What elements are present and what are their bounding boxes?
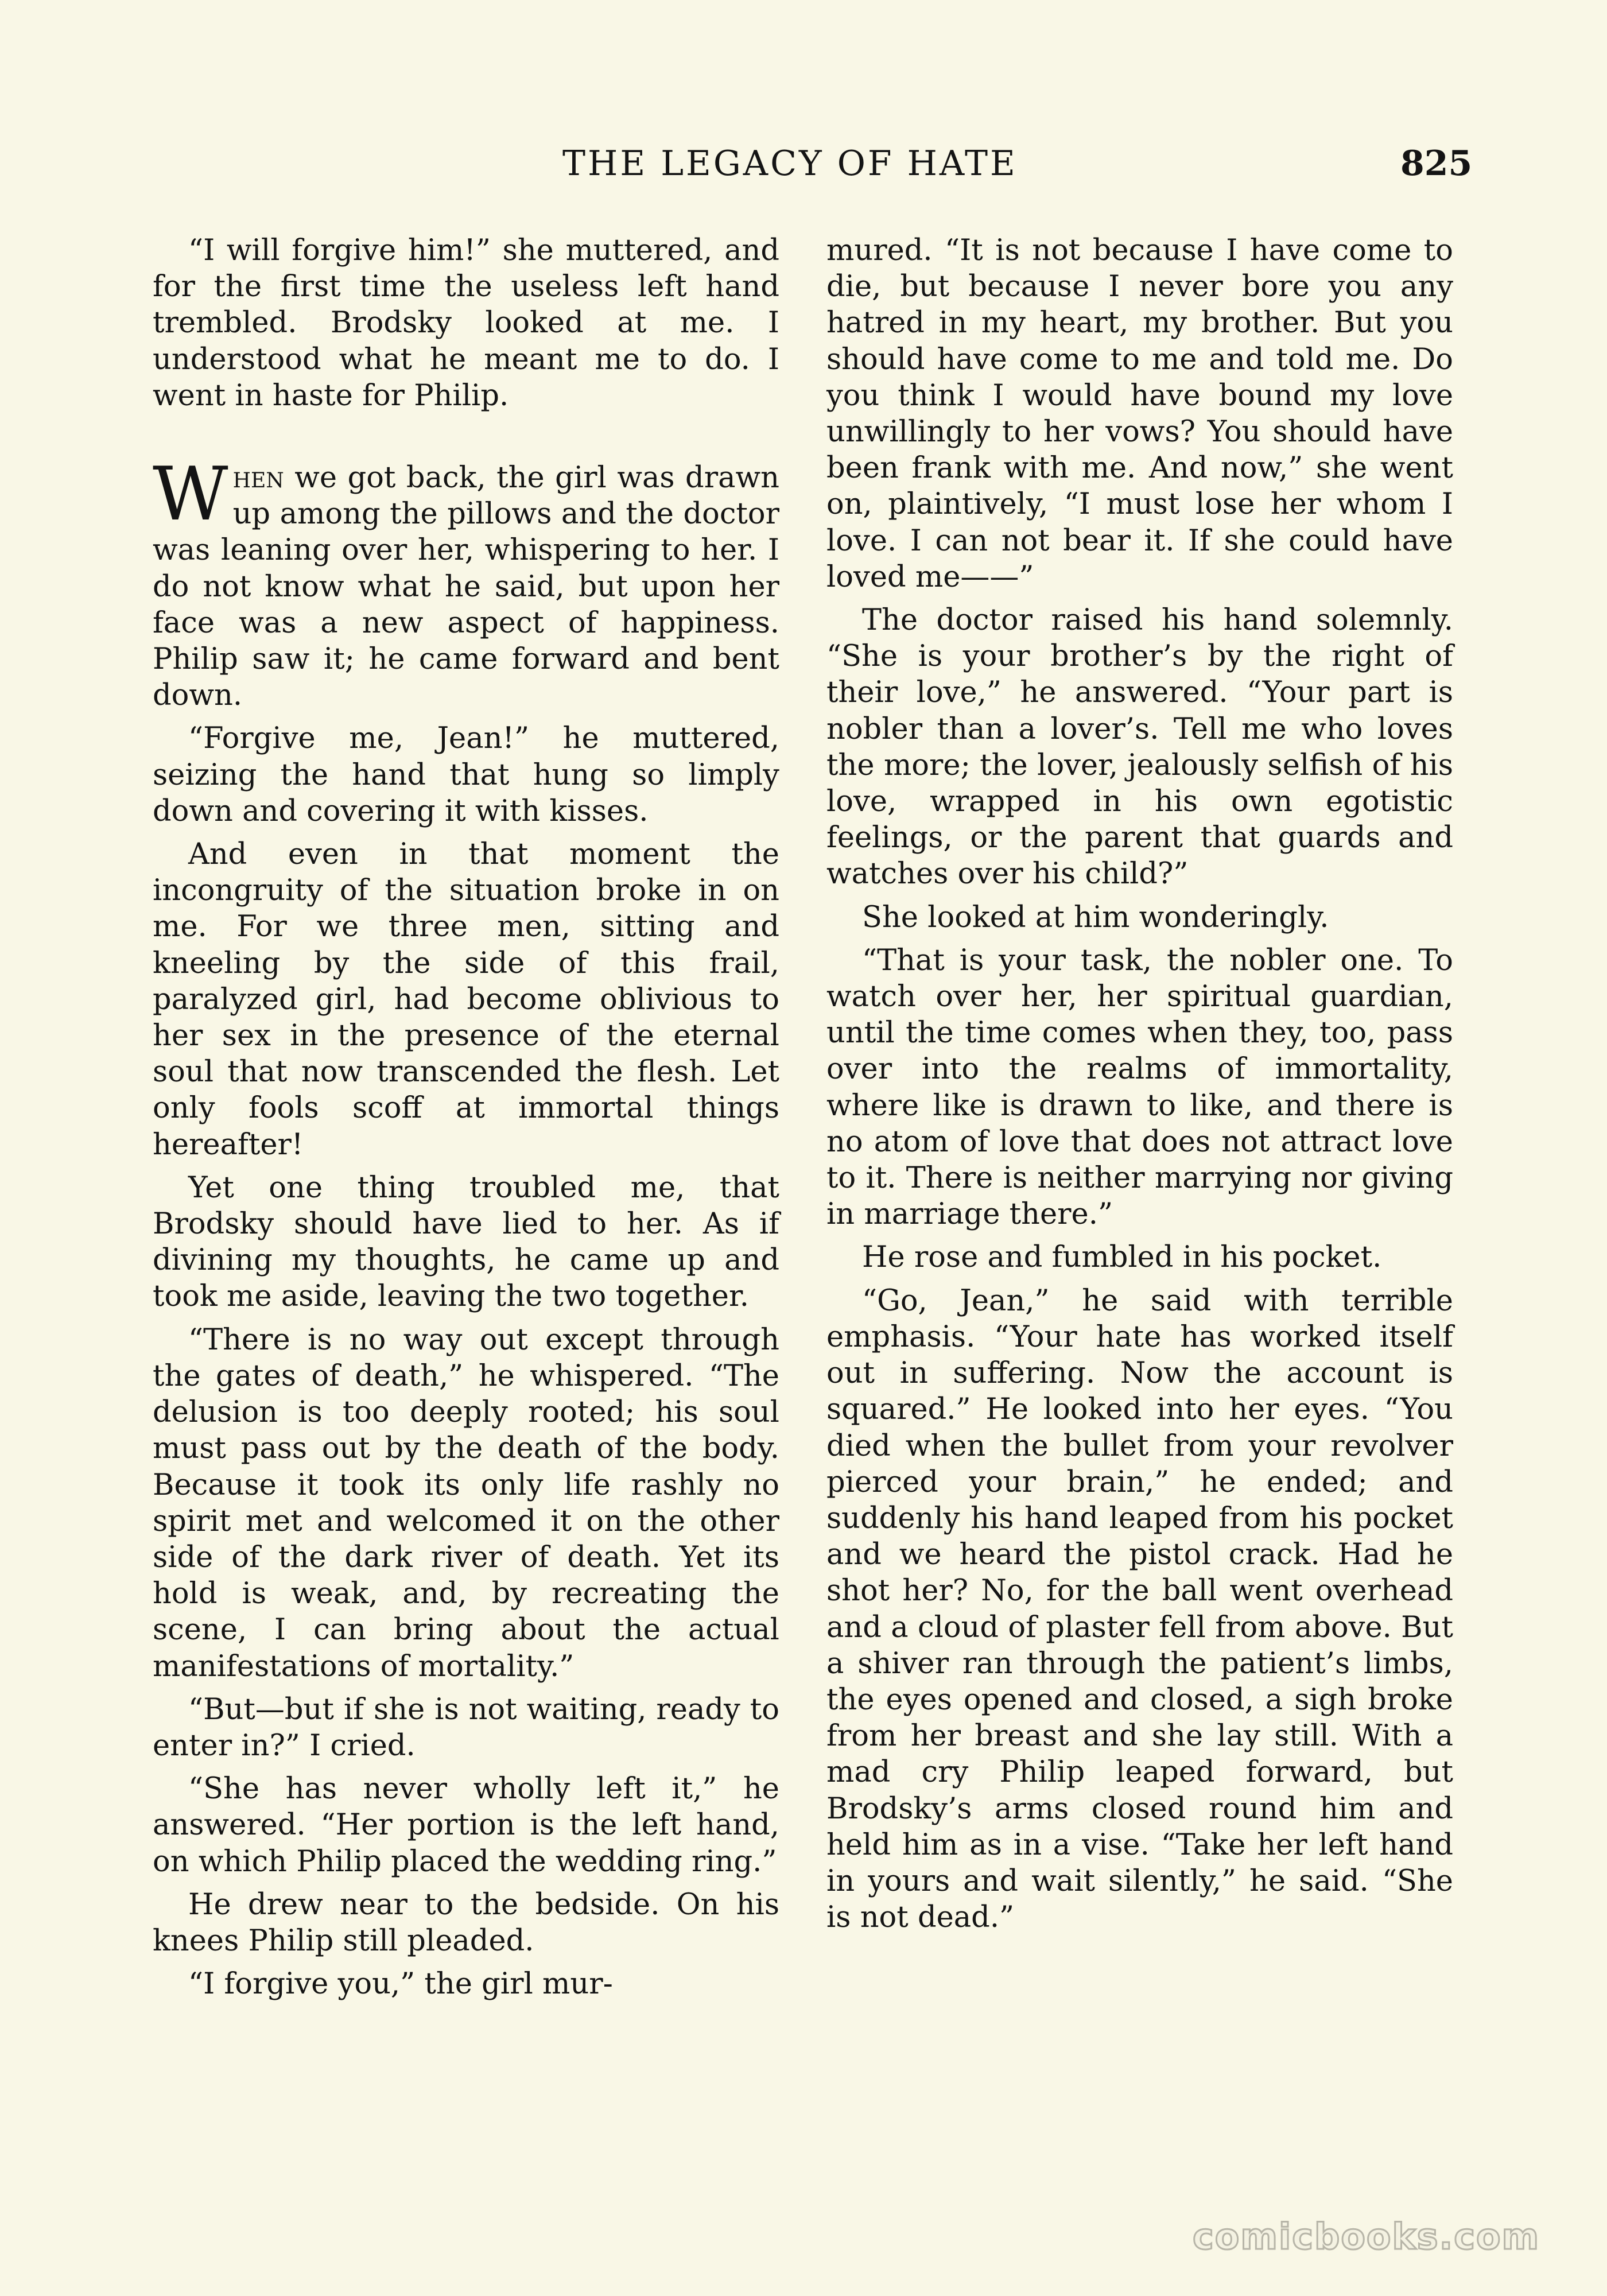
running-title: THE LEGACY OF HATE [562, 144, 1018, 184]
watermark-logo: comicbooks.com [1193, 2216, 1540, 2258]
drop-cap: W [153, 452, 228, 538]
paragraph: “That is your task, the nobler one. To watch over her, her spiritual guardian, until the time comes when they, too, pass over into the realms of immortality, where like is drawn to like, and there is no atom of love that does not attract love to it. There is neither marrying nor giving in marriage there.” [826, 943, 1453, 1232]
paragraph: And even in that moment the incongruity of the situation broke in on me. For we three men, sitting and kneeling by the side of this frail, paralyzed girl, had become oblivious to her sex in the presence of the eternal soul that now transcended the flesh. Let only fools scoff at immortal things hereafter! [153, 837, 779, 1162]
paragraph: He rose and fumbled in his pocket. [862, 1240, 1382, 1275]
paragraph: The doctor raised his hand solemnly. “She is your brother’s by the right of their love,” he answered. “Your part is nobler than a lover’s. Tell me who loves the more; the lover, jealously selfish of his love, wrapped in his own egotistic feelings, or the parent that guards and watches over his child?” [826, 603, 1453, 891]
paragraph: “But—but if she is not waiting, ready to enter in?” I cried. [153, 1692, 779, 1763]
paragraph: “I will forgive him!” she muttered, and for the first time the useless left hand trembled. Brodsky looked at me. I understood what he meant me to do. I went in haste for Philip. [153, 234, 779, 413]
left-column [153, 232, 779, 2002]
paragraph-text: we got back, the girl was drawn up among the pillows and the doctor was leaning over her, whispering to her. I do not know what he said, but upon her face was a new aspect of happiness. Philip saw it; he came forward and bent down. [153, 461, 779, 713]
paragraph: “Forgive me, Jean!” he muttered, seizing the hand that hung so limply down and covering it with kisses. [153, 722, 779, 828]
page-number: 825 [1400, 144, 1473, 184]
paragraph: “Go, Jean,” he said with terrible emphasis. “Your hate has worked itself out in suffering. Now the account is squared.” He looked into her eyes. “You died when the bullet from your revolver pierced your brain,” he ended; and suddenly his hand leaped from his pocket and we heard the pistol crack. Had he shot her? No, for the ball went overhead and a cloud of plaster fell from above. But a shiver ran through the patient’s limbs, the eyes opened and closed, a sigh broke from her breast and she lay still. With a mad cry Philip leaped forward, but Brodsky’s arms closed round him and held him as in a vise. “Take her left hand in yours and wait silently,” he said. “She is not dead.” [826, 1283, 1453, 1935]
section-opening-paragraph [153, 452, 779, 713]
paragraph: He drew near to the bedside. On his knees Philip still pleaded. [153, 1887, 779, 1958]
paragraph: “She has never wholly left it,” he answered. “Her portion is the left hand, on which Philip placed the wedding ring.” [153, 1772, 779, 1879]
paragraph: Yet one thing troubled me, that Brodsky should have lied to her. As if divining my thoughts, he came up and took me aside, leaving the two together. [153, 1170, 779, 1314]
paragraph: mured. “It is not because I have come to die, but because I never bore you any hatred in my heart, my brother. But you should have come to me and told me. Do you think I would have bound my love unwillingly to her vows? You should have been frank with me. And now,” she went on, plaintively, “I must lose her whom I love. I can not bear it. If she could have loved me——” [826, 234, 1453, 594]
right-column [826, 232, 1453, 1936]
small-caps-lead: hen [232, 461, 284, 495]
page-header [0, 141, 1607, 187]
paragraph: She looked at him wonderingly. [862, 900, 1329, 934]
paragraph: “I forgive you,” the girl mur- [188, 1967, 613, 2002]
paragraph: “There is no way out except through the gates of death,” he whispered. “The delusion is too deeply rooted; his soul must pass out by the death of the body. Because it took its only life rashly no spirit met and welcomed it on the other side of the dark river of death. Yet its hold is weak, and, by recreating the scene, I can bring about the actual manifestations of mortality.” [153, 1322, 779, 1684]
